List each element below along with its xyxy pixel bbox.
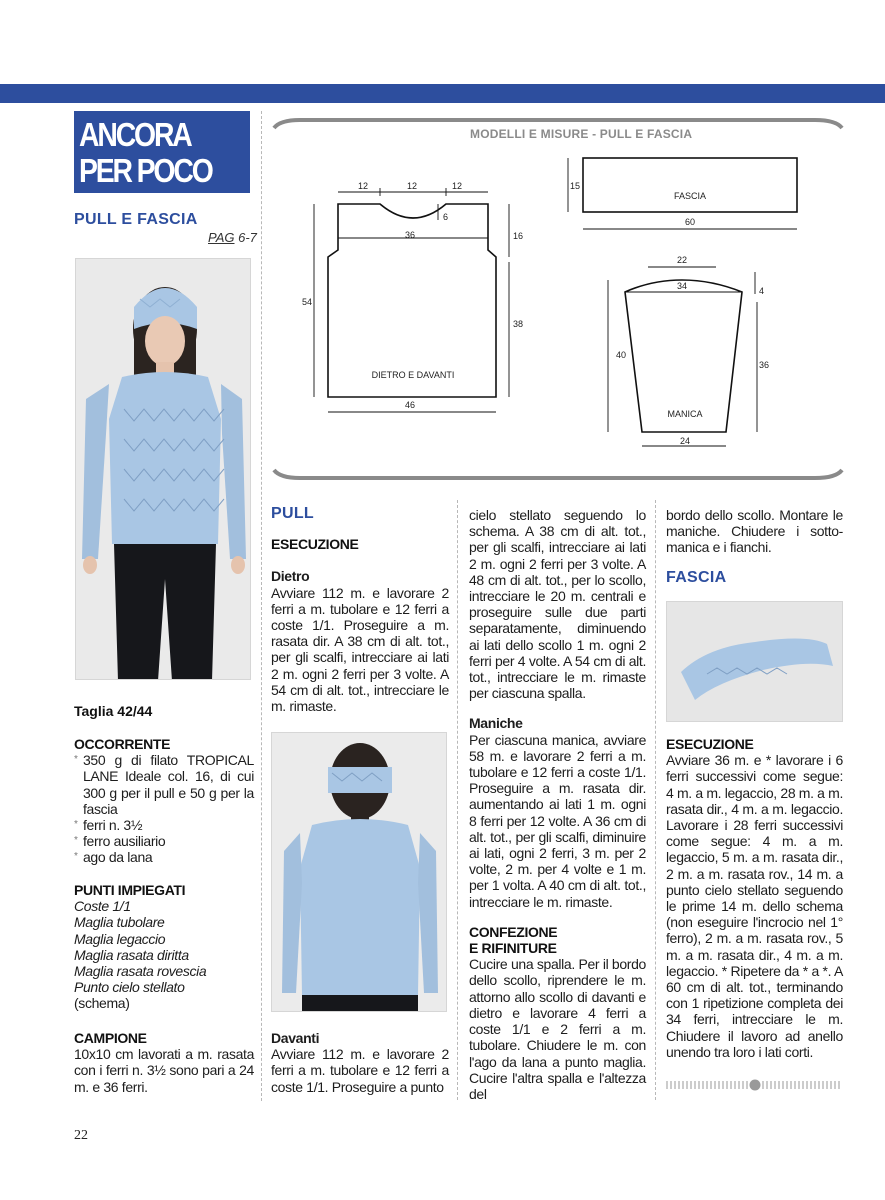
sleeve-cap: 4: [759, 286, 765, 296]
body-armhole-height: 16: [513, 231, 524, 241]
fascia-title: FASCIA: [666, 568, 727, 586]
punto-item: Punto cielo stellato: [74, 979, 185, 996]
headband-illustration: [667, 602, 843, 722]
fascia-esecuzione-section: [666, 736, 843, 1060]
punto-item: Maglia tubolare: [74, 914, 165, 931]
sleeve-left-height: 40: [615, 350, 626, 360]
column-divider: [655, 500, 656, 1100]
punti-note: (schema): [74, 995, 130, 1012]
size-label: Taglia 42/44: [74, 703, 153, 719]
davanti-section: [271, 1030, 449, 1095]
pull-column: [271, 506, 449, 714]
column-divider: [261, 111, 262, 1101]
occorrente-item: * ago da lana: [74, 849, 153, 866]
campione-text: 10x10 cm lavorati a m. rasata con i ferri n. 3½ sono pari a 24 m. e 36 ferri.: [74, 1046, 254, 1095]
confezione-title-1: CONFEZIONE: [469, 923, 558, 940]
page-number: 22: [74, 1128, 88, 1143]
punto-item: Coste 1/1: [74, 898, 131, 915]
badge-line-1: ANCORA: [79, 116, 191, 153]
body-shoulder-width: 36: [404, 230, 416, 240]
davanti-title: Davanti: [271, 1030, 320, 1046]
occorrente-item: * ferro ausiliario: [74, 833, 166, 850]
asterisk-icon: *: [74, 835, 78, 847]
pull-title: PULL: [271, 505, 314, 522]
maniche-title: Maniche: [469, 715, 523, 732]
fascia-esecuzione-text: Avviare 36 m. e * lavorare i 6 ferri successivi come segue: 4 m. a m. legaccio, 28 m. a m. rasata dir., 4 m. a m. legaccio. Lavorare i 28 ferri successivi come segue: 4 m. a m. legaccio, 5 m. a m. rasata dir., 2 m. a m. rasata rov., 14 m. a punto cielo stellato seguendo le prime 14 m. dello schema (non eseguire l'incrocio nel 1° ferro), 2 m. a m. rasata rov., 5 m. a m. rasata dir., 4 m. a m. legaccio. * Ripetere da * a *. A 60 cm di alt. tot., terminando con 1 ripetizione completa dei 34 ferri, intrecciare le m. Chiudere il lavoro ad anello unendo tra loro i lati corti.: [666, 752, 844, 1060]
model-front-photo: [75, 258, 251, 680]
body-label: DIETRO E DAVANTI: [371, 370, 455, 380]
body-top-seg-2: 12: [406, 181, 418, 191]
sleeve-top-inner: 22: [676, 255, 688, 265]
dietro-text: Avviare 112 m. e lavorare 2 ferri a m. tubolare e 12 ferri a coste 1/1. Proseguire a m. rasata dir. A 38 cm di alt. tot., per gli scalfi, intrecciare ai lati 2 m. ogni 2 ferri per 3 volte. A 54 cm di alt. tot., intrecciare le m. rimaste.: [271, 584, 449, 715]
asterisk-icon: *: [74, 819, 78, 831]
occorrente-item: * 350 g di filato TROPICAL LANE Ideale col. 16, di cui 300 g per il pull e 50 g per la fascia: [74, 752, 254, 817]
page-ref-number: 6-7: [238, 230, 257, 245]
band-width: 60: [684, 217, 696, 227]
confezione-text: Cucire una spalla. Per il bordo dello scollo, riprendere le m. attorno allo scollo di davanti e dietro e lavorare 4 ferri a coste 1/1 e 2 ferri a m. tubolare. Chiudere le m. con l'ago da lana a punto maglia. Cucire l'altra spalla e l'altezza del: [469, 956, 646, 1102]
model-front-illustration: [76, 259, 251, 680]
davanti-text: Avviare 112 m. e lavorare 2 ferri a m. tubolare e 12 ferri a coste 1/1. Proseguire a punto: [271, 1046, 449, 1095]
punto-item: Maglia rasata rovescia: [74, 963, 207, 980]
column-divider: [457, 500, 458, 1100]
confezione-title-2: E RIFINITURE: [469, 940, 557, 957]
badge-line-2: PER POCO: [79, 152, 212, 189]
confezione-continued-text: bordo dello scollo. Montare le maniche. Chiudere i sotto-manica e i fianchi.: [666, 507, 843, 556]
punti-section: [74, 882, 254, 1012]
page-reference: [208, 230, 257, 245]
occorrente-item: * ferri n. 3½: [74, 817, 143, 834]
diagram-header: MODELLI E MISURE - PULL E FASCIA: [470, 127, 693, 141]
measurements-diagram: [270, 112, 845, 487]
pull-esecuzione-title: ESECUZIONE: [271, 536, 359, 553]
maniche-text: Per ciascuna manica, avviare 58 m. e lavorare 2 ferri a m. tubolare e 12 ferri a coste 1/1. Proseguire a m. rasata dir. aumentando ai lati 1 m. ogni 8 ferri per 12 volte. A 36 cm di alt. tot., per gli scalfi, diminuire ai lati, ogni 2 ferri, 3 m. per 2 volte, 2 m. per 4 volte e 1 m. per 1 volta. A 40 cm di alt. tot., intrecciare le m. rimaste.: [469, 731, 646, 910]
model-back-illustration: [272, 733, 447, 1012]
punti-title: PUNTI IMPIEGATI: [74, 882, 186, 898]
sleeve-bottom-width: 24: [679, 436, 691, 446]
top-color-bar: [0, 84, 885, 103]
body-bottom-width: 46: [404, 400, 416, 410]
band-label: FASCIA: [673, 191, 707, 201]
sleeve-top-outer: 34: [676, 281, 688, 291]
asterisk-icon: *: [74, 851, 78, 863]
diagram-panel: [270, 112, 845, 487]
band-height: 15: [570, 181, 581, 191]
campione-section: [74, 1030, 254, 1095]
page-ref-prefix: PAG: [208, 230, 235, 245]
punto-item: Maglia legaccio: [74, 930, 166, 947]
end-of-article-rule: [666, 1078, 843, 1092]
punto-item: Maglia rasata diritta: [74, 946, 189, 963]
body-top-seg-3: 12: [451, 181, 463, 191]
dietro-title: Dietro: [271, 568, 310, 585]
body-total-height: 54: [301, 297, 312, 307]
davanti-continued-text: cielo stellato seguendo lo schema. A 38 cm di alt. tot., per gli scalfi, intrecciare ai lati 2 m. ogni 2 ferri per 3 volte. A 48 cm di alt. tot., per lo scollo, intrecciare le 20 m. centrali e proseguire sulle due parti separatamente, diminuendo ai lati dello scollo 1 m. ogni 2 ferri per 4 volte. A 54 cm di alt. tot., intrecciare le m. rimaste per ciascuna spalla.: [469, 507, 646, 702]
right-column-top: [666, 507, 843, 586]
body-neck-depth: 6: [443, 212, 449, 222]
occorrente-section: [74, 736, 254, 866]
asterisk-icon: *: [74, 754, 78, 766]
body-side-height: 38: [513, 319, 524, 329]
model-back-photo: [271, 732, 447, 1012]
headband-photo: [666, 601, 843, 722]
end-rule-graphic: [666, 1078, 843, 1092]
body-top-seg-1: 12: [357, 181, 369, 191]
left-title: PULL E FASCIA: [74, 211, 198, 228]
campione-title: CAMPIONE: [74, 1030, 147, 1046]
sleeve-label: MANICA: [667, 409, 703, 419]
fascia-esecuzione-title: ESECUZIONE: [666, 736, 754, 752]
diagram-bottom-rule: [274, 470, 842, 478]
middle-column: [469, 507, 646, 1102]
sleeve-right-height: 36: [759, 360, 770, 370]
band-pattern-piece: [583, 158, 797, 212]
section-badge: [74, 111, 250, 193]
occorrente-title: OCCORRENTE: [74, 736, 171, 752]
